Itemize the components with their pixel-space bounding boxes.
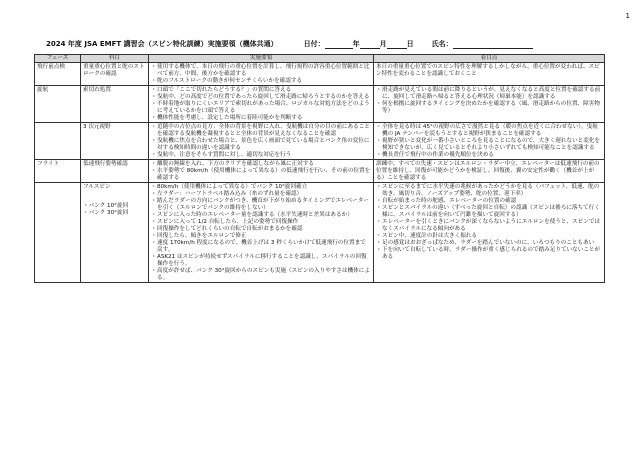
list-item: ・ スピンとスパイラルの違い（すべった旋回と自転）の認識（スピンは後ろに落ちて行く様に、スパイラルは前を向いて円錐を描いて旋回する） xyxy=(376,205,602,219)
phase-cell: 飛行前点検 xyxy=(35,63,81,86)
list-item: ・ スピンに至るまでに水平失速の兆候があったかどうかを見る（バフェット、低速、舵の効き、風切り音、ノーズアップ姿勢、舵の位置、迎下率） xyxy=(376,184,602,198)
list-item: ・ 離脱の無線を入れ、下方のクリアを確認しながら風に正対する xyxy=(151,161,371,168)
focus-cell xyxy=(374,183,605,283)
table-row xyxy=(35,183,605,283)
month-blank xyxy=(360,40,380,49)
list-item: ・ 追随中の占位点の見方：全体の背景を視野に入れ、曳航機は自分の目の前にあることを確認する曳航機を凝視するとと全体の背景が見えなくなることを確認 xyxy=(151,124,371,138)
list-item: ・ 何を根拠に旋回するタイミングを決めたかを確認する（風、滑走路からの位置、障害物等） xyxy=(376,101,602,115)
name-blank xyxy=(453,40,533,49)
procedure-table xyxy=(34,54,605,283)
phase-cell xyxy=(35,123,81,160)
year-blank xyxy=(325,40,353,49)
points-cell xyxy=(149,63,374,86)
list-item: ・ 高度が許せば、バンク 30°旋回からのスピンも実施（スピンの入りやすさは機体による。 xyxy=(151,268,371,282)
points-cell xyxy=(149,123,374,160)
list-item: ・ 足の感覚はおおざっぱなため、ラダーを踏んでいないのに、いろつもりのこともあい xyxy=(376,240,602,247)
list-item: ・ 曳航機に焦点を合わせた場合と、景色を広く画面で見ている場合とバンク角の変位に対する検知時間の違いを認識する xyxy=(151,138,371,152)
list-item: ・ 口頭で「ここで切れたらどうする？」の質問に答える xyxy=(151,87,371,94)
list-item: ・ バンク 30°旋回 xyxy=(83,210,146,217)
list-item: ・ スピンに入った時のエレベーター量を認識する（水平失速時と差異はあるか） xyxy=(151,212,371,219)
list-item: ・ 回復したら、傾きをエルロンで修正 xyxy=(151,233,371,240)
list-item: ・ スピンに入って 1/2 自転したら、上記の姿勢で回復操作 xyxy=(151,219,371,226)
list-item: ・ 機体性能を考慮し、設定した場所に着陸可能かを判断する xyxy=(151,115,371,122)
points-cell xyxy=(149,183,374,283)
document-title: 2024 年度 JSA EMFT 講習会（スピン特化訓練）実施要領（機体共通） xyxy=(46,40,278,48)
table-row xyxy=(35,86,605,123)
day-blank xyxy=(387,40,407,49)
subject-cell: 低速飛行姿勢確認 xyxy=(81,160,149,183)
list-item: ・ バンク 10°旋回 xyxy=(83,203,146,210)
list-item: ・ 回復操作をしてどれくらいの自転で自転がおまるかを確認 xyxy=(151,226,371,233)
list-item: ・ エレベーターを引くときにバンクが深くならないようにエルロンを使うと、スピンではなくスパイラルになる傾向がある xyxy=(376,219,602,233)
list-item: ・ 踏んだラダーの方向にバンクがつき、機首が下がり始めるタイミングでエレベーターを引く（エルロンでバンクの維持をしない） xyxy=(151,198,371,212)
phase-cell: フライト xyxy=(35,160,81,183)
day-label: 日 xyxy=(406,40,414,48)
month-label: 月 xyxy=(379,40,387,48)
subject-cell xyxy=(81,183,149,283)
focus-cell: 本日の重量重心位置でのスピン特性を理解するしかしながら、重心位置が変われば、スピン特性を変わることを認識しておくこと xyxy=(374,63,605,86)
subject-title: フルスピン xyxy=(83,183,111,190)
table-row xyxy=(35,63,605,86)
date-field xyxy=(304,39,414,49)
focus-cell xyxy=(374,86,605,123)
list-item: ・ 使用する機体で、本日の飛行の重心位置を計算し、飛行規程の許容重心位置範囲と比べて前方、中間、後方かを確認する xyxy=(151,64,371,78)
subject-cell: 3 次元視野 xyxy=(81,123,149,160)
subject-cell: 索切れ処置 xyxy=(81,86,149,123)
list-item: ・ 下を向いて自転している時、ラダー操作が重く感じられるので踏み足りていないことがある xyxy=(376,247,602,261)
points-cell xyxy=(149,86,374,123)
list-item: ・ 80km/h（使用機体によって異なる）でバンク 10°旋回確立 xyxy=(151,184,371,191)
list-item: ・ 滑走路が見えている間は前に降りるというが、見えなくなると高度と位置を確認する前に、旋回して滑走路へ帰ると答える心理状況（帰巣本能）を認識する xyxy=(376,87,602,101)
focus-cell xyxy=(374,123,605,160)
list-item: ・ 曳航中、どの高度でどの位置であったら旋回して滑走路に帰ろうとするのかを答える xyxy=(151,94,371,101)
list-item: ・ ASK21 はスピンが持続せずスパイラルに移行することを認識し、スパイラルの回復操作を行う。 xyxy=(151,254,371,268)
list-item: ・ 自転が始まった時の舵感、エレベーターの位置の確認 xyxy=(376,198,602,205)
points-cell xyxy=(149,160,374,183)
document-header xyxy=(46,39,592,49)
name-field xyxy=(432,39,533,49)
header-phase: フェーズ xyxy=(35,55,81,63)
page-number: 1 xyxy=(625,12,630,20)
table-row xyxy=(35,123,605,160)
focus-cell: 訓練中、すべての失速・スピンはエルロン・ラダー中立、エレベーターは低速飛行の前の位置を維持し、回復が可能かどうかを検証し、回復後、翼の安定性が働く（機首が上がる）ことを確認する xyxy=(374,160,605,183)
phase-cell: 旋航 xyxy=(35,86,81,123)
list-item: ・ スピン中、速度計の針は大きく振れる xyxy=(376,233,602,240)
phase-cell xyxy=(35,183,81,283)
list-item: ・ 速度 170km/h 程度になるので、機首上げは 3 秒くらいかけて低速飛行の位置まで戻す。 xyxy=(151,240,371,254)
list-item: ・ 水平姿勢で 80km/h（使用機体によって異なる）の低速飛行を行い、その前の位置を確認する xyxy=(151,168,371,182)
table-header-row xyxy=(35,55,605,63)
list-item: ・ 視野が狭いと変化が一番小さいところを見ることになるので、大きく遅れないと変化を検知できないが、広く見ているとそれより小さいずれても検知可能なことを認識する xyxy=(376,138,602,152)
list-item: ・ 全体を見る時は 45°の視野の広さで漫然と見る（暖の焦点を近くに合わせない）。曳航機の JA ナンバーを読もうとすると視野が狭まることを確認する xyxy=(376,124,602,138)
subject-cell: 重量重心位置と舵のストロークの確認 xyxy=(81,63,149,86)
subject-sub-list xyxy=(83,203,146,217)
list-item: ・ 機長責任で飛行中の作業の優先順位を決める xyxy=(376,152,602,159)
date-label: 日付： xyxy=(303,40,325,48)
year-label: 年 xyxy=(352,40,360,48)
list-item: ・ 左ラダー：ハーフトラベル踏み込み（糸のずれ量を確認） xyxy=(151,191,371,198)
table-row xyxy=(35,160,605,183)
list-item: ・ 舵のフルストロークの動きが何センチくらいかを確認する xyxy=(151,78,371,85)
header-subject: 科目 xyxy=(81,55,149,63)
list-item: ・ 曳航中、注意をそらす質問に対し、適切な対応を行う xyxy=(151,152,371,159)
list-item: ・ 不時着地が取りにくいエリアで索切れがあった場合、ロジカルな対処方法をどのように考えているかを口頭で答える xyxy=(151,101,371,115)
header-focus: 着目点 xyxy=(374,55,605,63)
header-points: 実施要領 xyxy=(149,55,374,63)
name-label: 氏名： xyxy=(431,40,453,48)
